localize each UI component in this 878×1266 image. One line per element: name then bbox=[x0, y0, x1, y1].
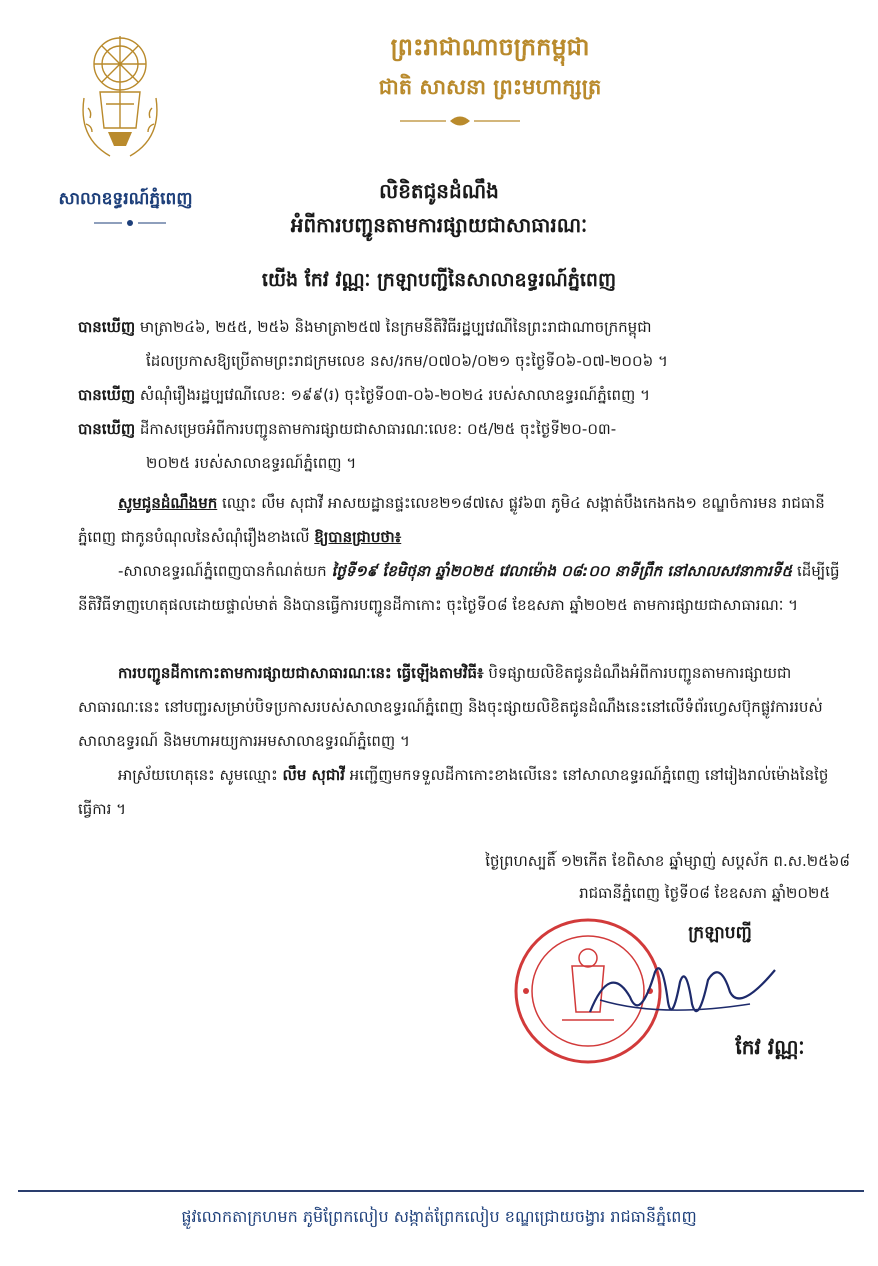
header-ornament-icon bbox=[398, 114, 522, 128]
paragraph-publication-method: ការបញ្ជូនដីកាកោះតាមការផ្សាយជាសាធារណៈនេះ ធ្វើឡើងតាមវិធី៖ បិទផ្សាយលិខិតជូនដំណឹងអំពីការបញ្ជូនតាមការផ្សាយជាសាធារណៈនេះ នៅបញ្ជរសម្រាប់បិទប្រកាសរបស់សាលាឧទ្ធរណ៍ភ្នំពេញ និងចុះផ្សាយលិខិតជូនដំណឹងនេះនៅលើទំព័រហ្វេសប៊ុកផ្លូវការរបស់ សាលាឧទ្ធរណ៍ និងមហាអយ្យការអមសាលាឧទ្ធរណ៍ភ្នំពេញ ។ bbox=[78, 664, 823, 750]
paragraph-considering-articles: បានឃើញ មាត្រា២៤៦, ២៥៥, ២៥៦ និងមាត្រា២៥៧ នៃក្រមនីតិវិធីរដ្ឋប្បវេណីនៃព្រះរាជាណាចក្រកម្ពុជា ដែលប្រកាសឱ្យប្រើតាមព្រះរាជក្រមលេខ នស/រកម/០៧០៦/០២១ ចុះថ្ងៃទី០៦-០៧-២០០៦ ។ bbox=[78, 318, 668, 370]
issuer-line: យើង កែវ វណ្ណៈ ក្រឡាបញ្ជីនៃសាលាឧទ្ធរណ៍ភ្នំពេញ bbox=[261, 269, 617, 291]
paragraph-notice-recipient: សូមជូនដំណឹងមក ឈ្មោះ លឹម សុជាវី អាសយដ្ឋានផ្ទះលេខ២១៨៧សេ ផ្លូវ៦៣ ភូមិ៤ សង្កាត់បឹងកេងកង១ ខណ្ឌចំការមន រាជធានីភ្នំពេញ ជាកូនបំណុលនៃសំណុំរឿងខាងលើ ឱ្យបានជ្រាបថា៖ bbox=[78, 494, 825, 546]
signatory-title: ក្រឡាបញ្ជី bbox=[688, 923, 752, 943]
document-subtitle: អំពីការបញ្ជូនតាមការផ្សាយជាសាធារណៈ bbox=[290, 213, 588, 237]
handwritten-signature-icon bbox=[580, 952, 780, 1032]
notice-lead: សូមជូនដំណឹងមក bbox=[118, 494, 218, 512]
court-name: សាលាឧទ្ធរណ៍ភ្នំពេញ bbox=[58, 189, 193, 209]
lead-phrase: បានឃើញ bbox=[78, 386, 136, 404]
signatory-name: កែវ វណ្ណៈ bbox=[735, 1035, 805, 1059]
paragraph-conclusion: អាស្រ័យហេតុនេះ សូមឈ្មោះ លឹម សុជាវី អញ្ជើញមកទទួលដីកាកោះខាងលើនេះ នៅសាលាឧទ្ធរណ៍ភ្នំពេញ នៅរៀងរាល់ម៉ោងនៃថ្ងៃធ្វើការ ។ bbox=[78, 766, 829, 818]
lead-phrase: បានឃើញ bbox=[78, 318, 136, 336]
hearing-date-time: ថ្ងៃទី១៩ ខែមិថុនា ឆ្នាំ២០២៥ វេលាម៉ោង ០៨:០០ នាទីព្រឹក នៅសាលសវនាការទី៥ bbox=[331, 562, 793, 580]
paragraph-hearing-details: -សាលាឧទ្ធរណ៍ភ្នំពេញបានកំណត់យក ថ្ងៃទី១៩ ខែមិថុនា ឆ្នាំ២០២៥ វេលាម៉ោង ០៨:០០ នាទីព្រឹក នៅសាលសវនាការទី៥ ដើម្បីធ្វើនីតិវិធីទាញហេតុផលដោយផ្ទាល់មាត់ និងបានធ្វើការបញ្ជូនដីកាកោះ ចុះថ្ងៃទី០៨ ខែឧសភា ឆ្នាំ២០២៥ តាមការផ្សាយជាសាធារណៈ ។ bbox=[78, 562, 840, 614]
national-motto: ជាតិ សាសនា ព្រះមហាក្សត្រ bbox=[378, 75, 602, 99]
lead-phrase: បានឃើញ bbox=[78, 420, 136, 438]
lunar-date: ថ្ងៃព្រហស្បតិ៍ ១២កើត ខែពិសាខ ឆ្នាំម្សាញ់ សប្តស័ក ព.ស.២៥៦៨ bbox=[485, 852, 850, 870]
footer-address: ផ្លូវលោកតាក្រហមក ភូមិព្រែកលៀប សង្កាត់ព្រែកលៀប ខណ្ឌជ្រោយចង្វារ រាជធានីភ្នំពេញ bbox=[181, 1207, 697, 1226]
paragraph-considering-case: បានឃើញ សំណុំរឿងរដ្ឋប្បវេណីលេខ: ១៩៩(រ) ចុះថ្ងៃទី០៣-០៦-២០២៤ របស់សាលាឧទ្ធរណ៍ភ្នំពេញ ។ bbox=[78, 386, 650, 404]
court-emblem-icon bbox=[70, 28, 170, 178]
kingdom-heading: ព្រះរាជាណាចក្រកម្ពុជា bbox=[390, 33, 590, 61]
gregorian-date: រាជធានីភ្នំពេញ ថ្ងៃទី០៨ ខែឧសភា ឆ្នាំ២០២៥ bbox=[579, 884, 830, 902]
footer-divider bbox=[18, 1190, 864, 1192]
document-title: លិខិតជូនដំណឹង bbox=[379, 179, 499, 203]
paragraph-considering-decision: បានឃើញ ដីកាសម្រេចអំពីការបញ្ជូនតាមការផ្សាយជាសាធារណៈលេខ: ០៥/២៥ ចុះថ្ងៃទី២០-០៣- ២០២៥ របស់សាលាឧទ្ធរណ៍ភ្នំពេញ ។ bbox=[78, 420, 617, 472]
